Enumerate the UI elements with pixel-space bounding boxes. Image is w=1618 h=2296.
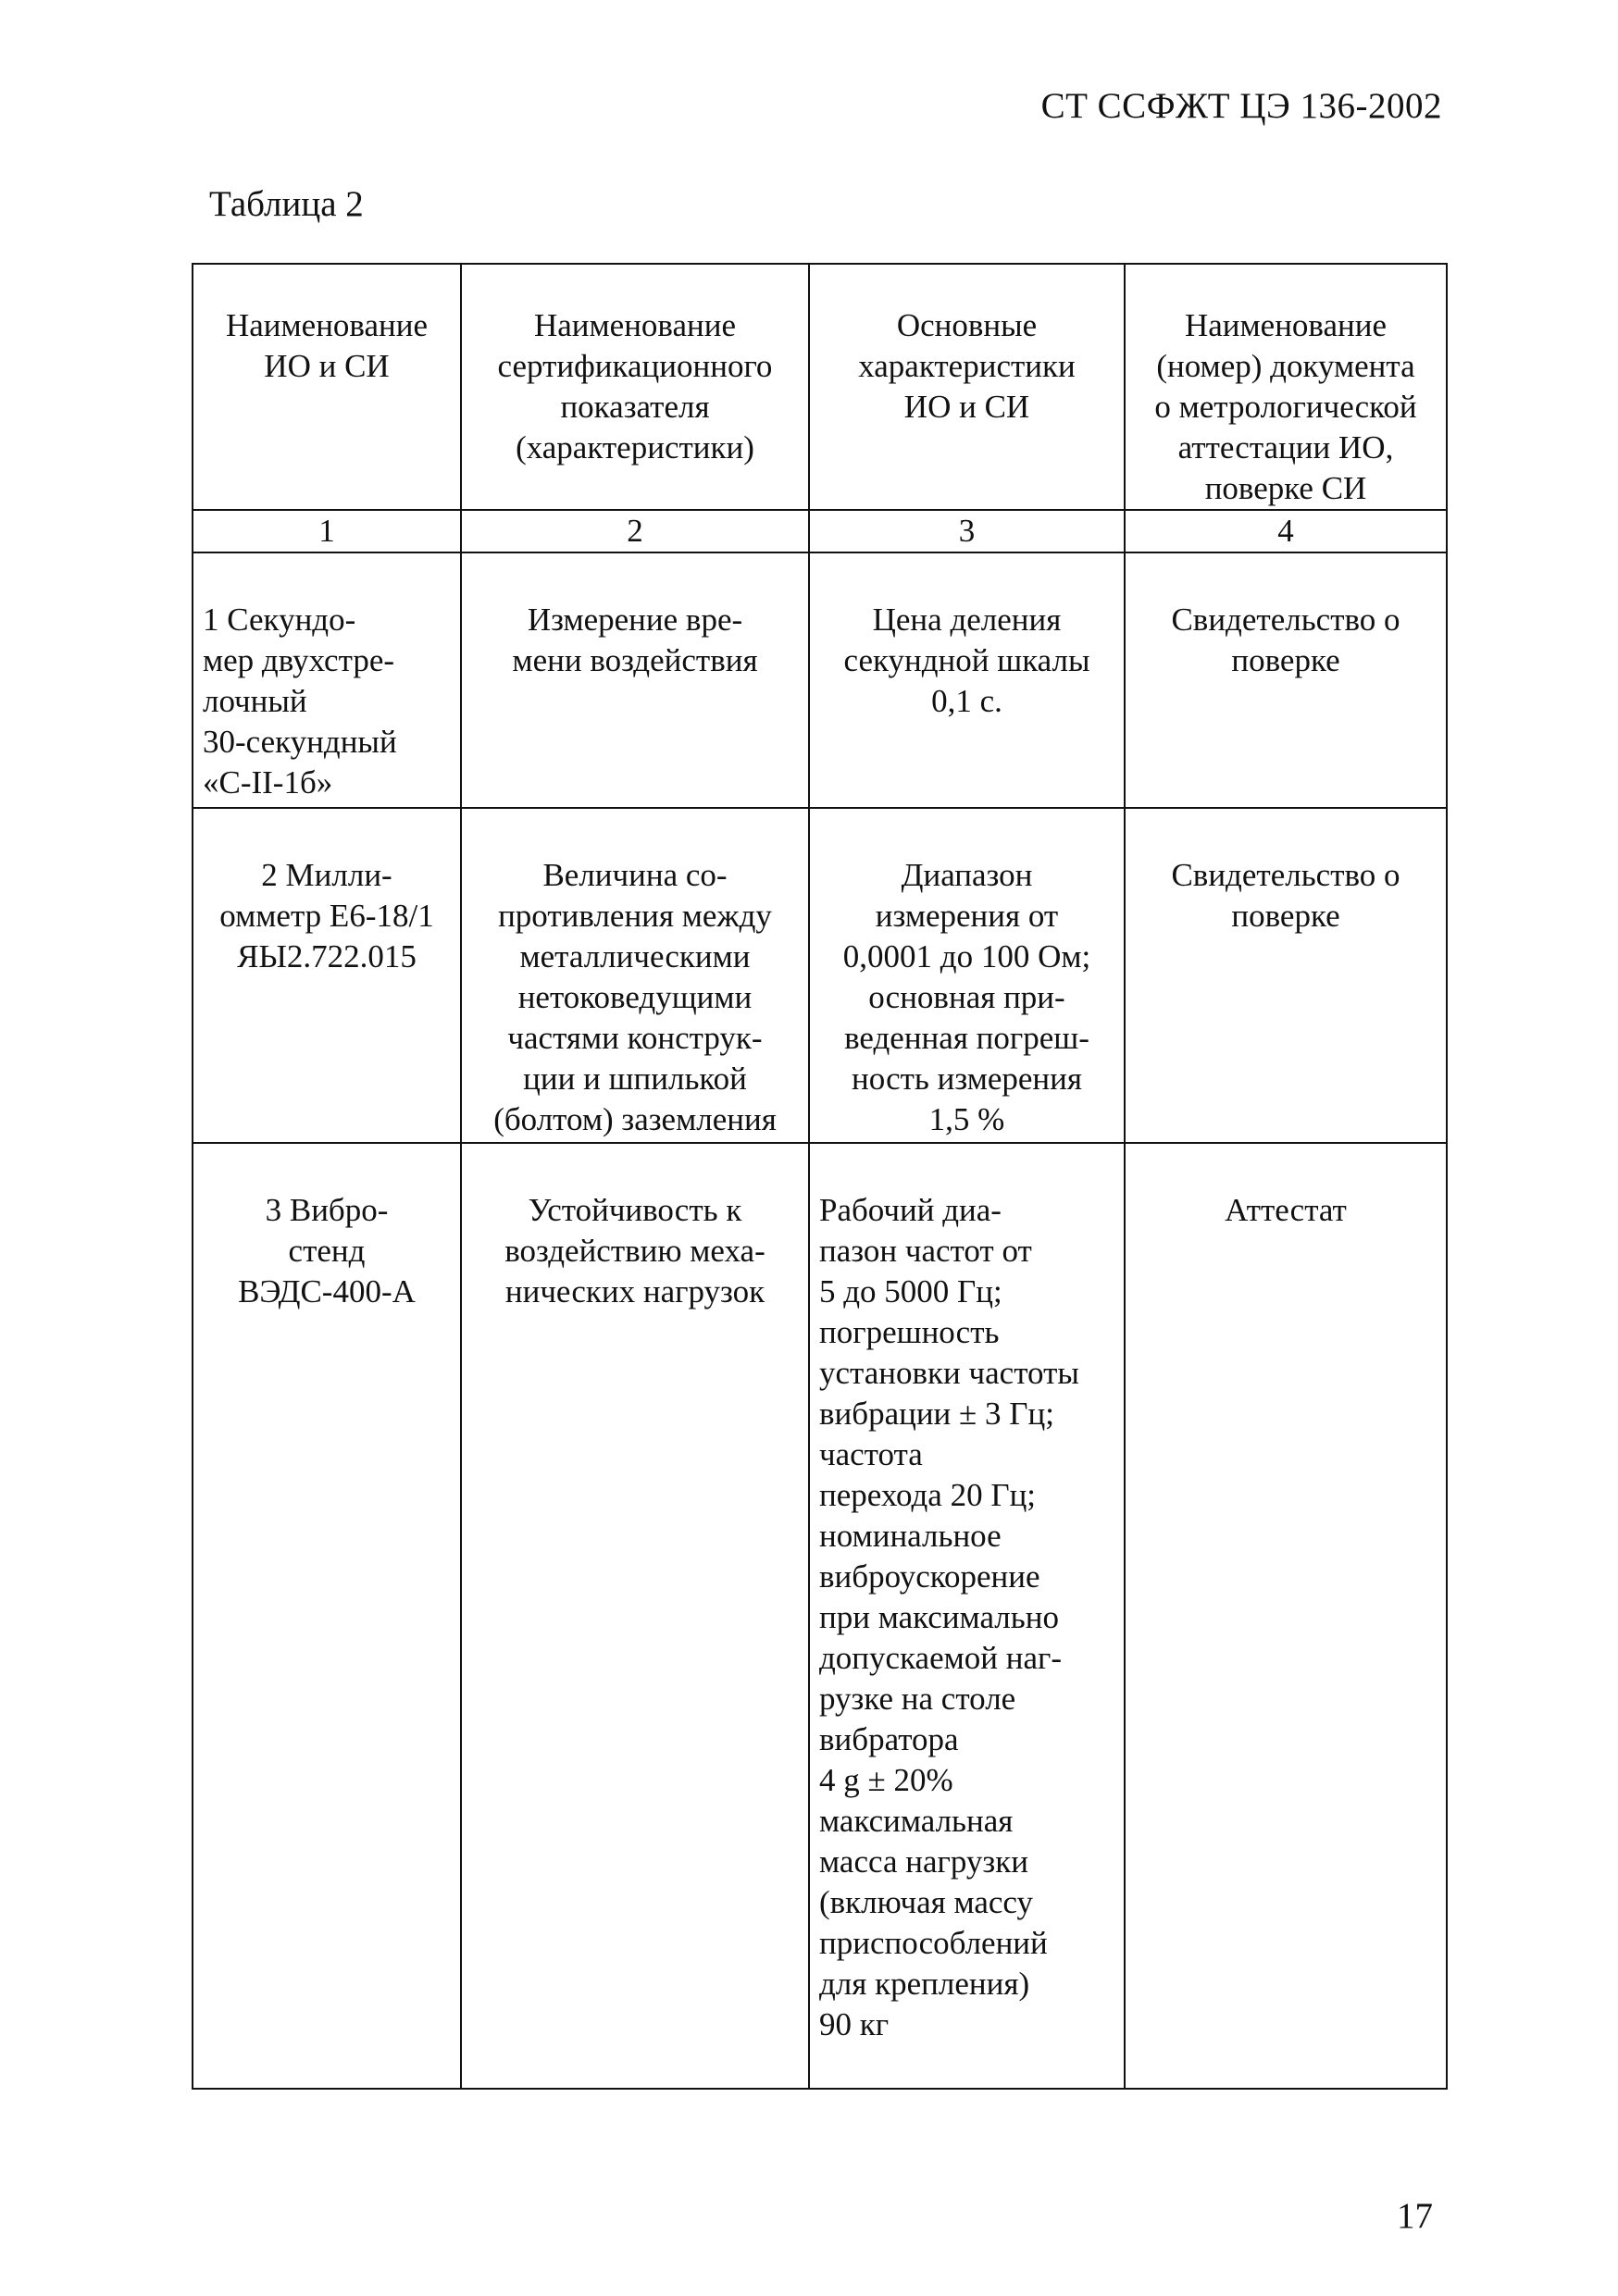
cell-equipment-name: 3 Вибро- стенд ВЭДС-400-А [193,1143,461,2089]
column-number-row [193,510,1447,552]
column-number: 4 [1125,510,1447,552]
cell-document: Свидетельство о поверке [1125,808,1447,1143]
column-header-document: Наименование (номер) документа о метрологической аттестации ИО, поверке СИ [1125,264,1447,510]
cell-indicator: Измерение вре- мени воздействия [461,552,809,808]
table-header-row [193,264,1447,510]
page-number: 17 [1397,2196,1433,2236]
table-row [193,1143,1447,2089]
column-number: 1 [193,510,461,552]
column-header-indicator: Наименование сертификационного показателя (характеристики) [461,264,809,510]
column-number: 2 [461,510,809,552]
column-number: 3 [809,510,1125,552]
document-code: СТ ССФЖТ ЦЭ 136-2002 [1040,86,1442,126]
cell-characteristics: Рабочий диа- пазон частот от 5 до 5000 Гц; погрешность установки частоты вибрации ± 3 Гц; частота перехода 20 Гц; номинальное виброускорение при максимально допускаемой наг- рузке на столе вибратора 4 g ± 20% максимальная масса нагрузки (включая массу приспособлений для крепления) 90 кг [809,1143,1125,2089]
cell-document: Аттестат [1125,1143,1447,2089]
cell-equipment-name: 1 Секундо- мер двухстре- лочный 30-секундный «С-II-1б» [193,552,461,808]
column-header-name: Наименование ИО и СИ [193,264,461,510]
cell-equipment-name: 2 Милли- омметр Е6-18/1 ЯЫ2.722.015 [193,808,461,1143]
cell-document: Свидетельство о поверке [1125,552,1447,808]
table-row [193,808,1447,1143]
column-header-characteristics: Основные характеристики ИО и СИ [809,264,1125,510]
equipment-table [192,263,1448,2090]
table-row [193,552,1447,808]
cell-characteristics: Цена деления секундной шкалы 0,1 с. [809,552,1125,808]
cell-characteristics: Диапазон измерения от 0,0001 до 100 Ом; основная при- веденная погреш- ность измерения 1,5 % [809,808,1125,1143]
cell-indicator: Устойчивость к воздействию меха- нических нагрузок [461,1143,809,2089]
table-caption: Таблица 2 [209,184,364,224]
cell-indicator: Величина со- противления между металлическими нетоковедущими частями конструк- ции и шпилькой (болтом) заземления [461,808,809,1143]
